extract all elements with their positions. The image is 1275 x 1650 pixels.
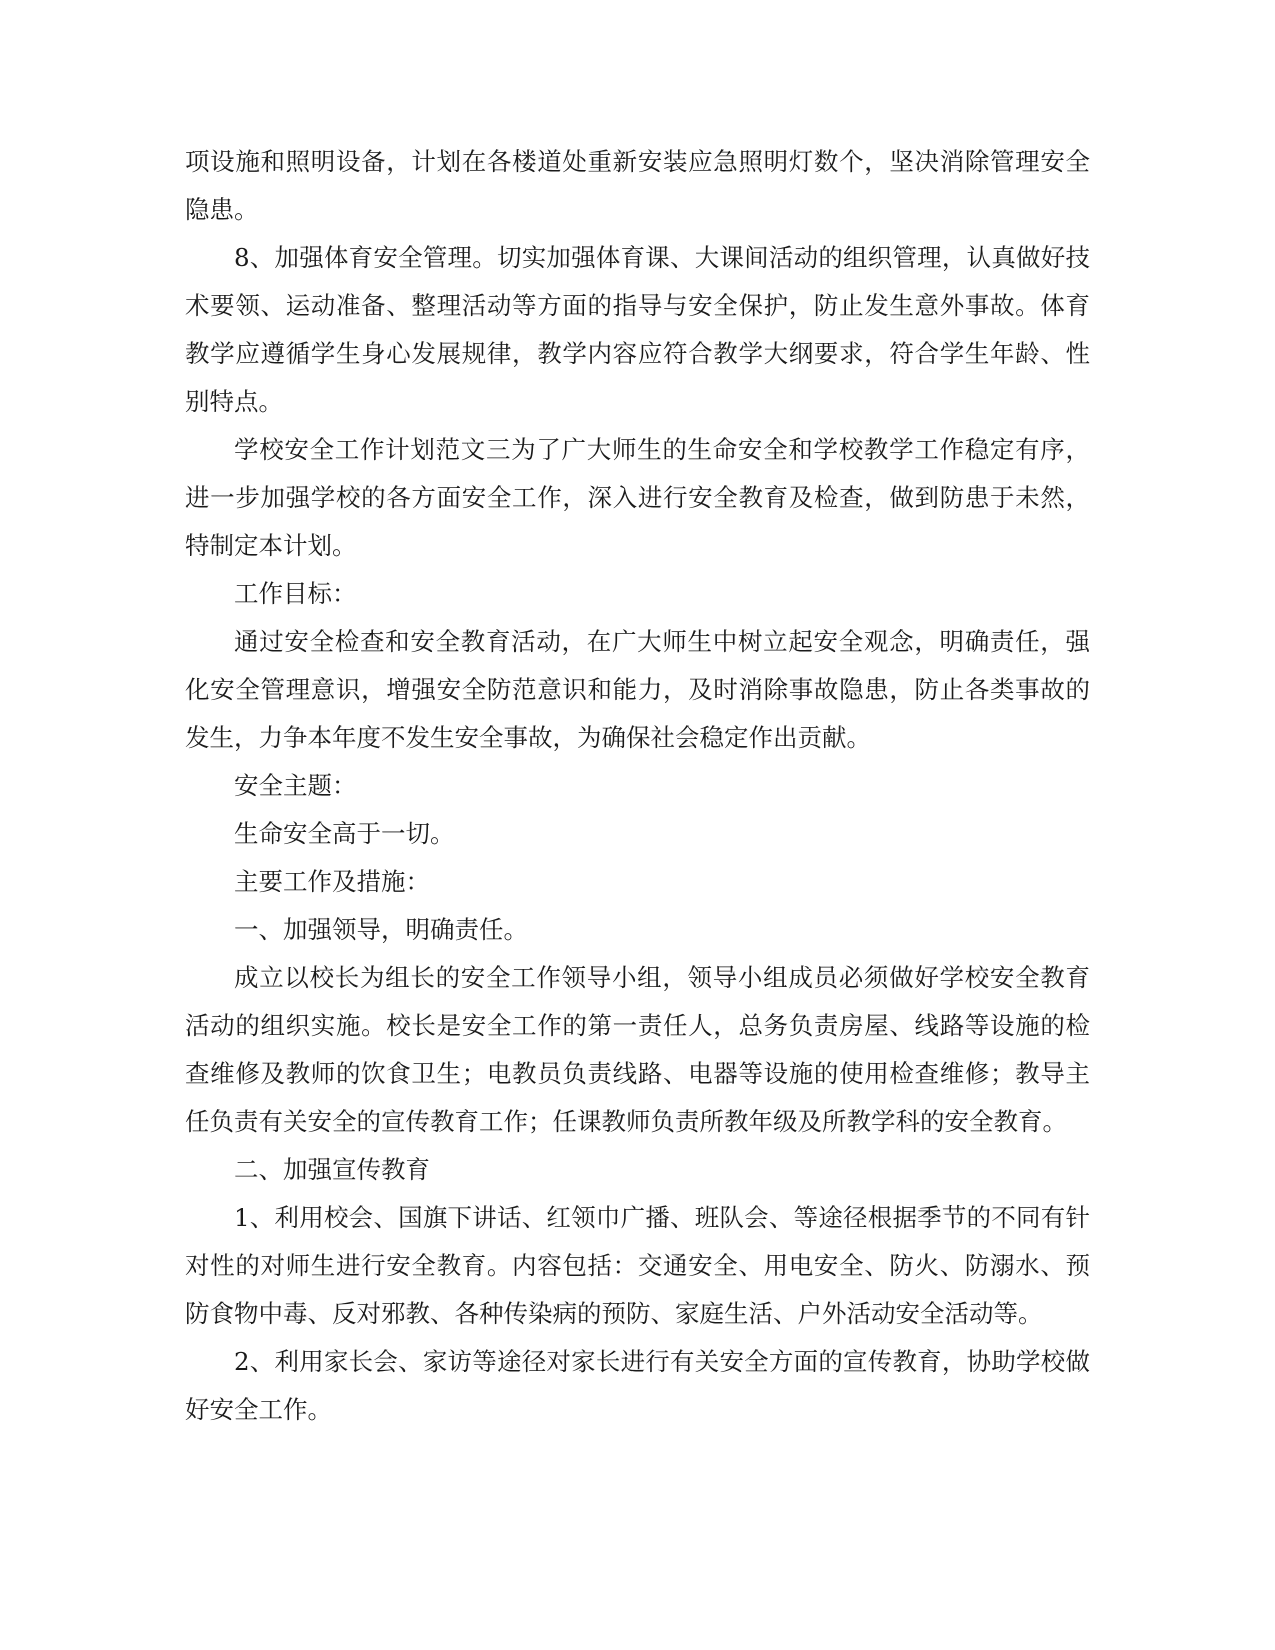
heading-safety-theme: 安全主题： <box>234 771 357 800</box>
paragraph-safety-theme: 生命安全高于一切。 <box>234 819 455 848</box>
heading-main-measures: 主要工作及措施： <box>234 867 430 896</box>
heading-section-one: 一、加强领导，明确责任。 <box>234 915 528 944</box>
heading-work-goals: 工作目标： <box>234 579 357 608</box>
document-body <box>185 138 1090 1434</box>
paragraph-leadership: 成立以校长为组长的安全工作领导小组，领导小组成员必须做好学校安全教育活动的组织实施。校长是安全工作的第一责任人，总务负责房屋、线路等设施的检查维修及教师的饮食卫生；电教员负责线路、电器等设施的使用检查维修；教导主任负责有关安全的宣传教育工作；任课教师负责所教年级及所教学科的安全教育。 <box>185 963 1090 1136</box>
paragraph-sports-safety: 8、加强体育安全管理。切实加强体育课、大课间活动的组织管理，认真做好技术要领、运动准备、整理活动等方面的指导与安全保护，防止发生意外事故。体育教学应遵循学生身心发展规律，教学内容应符合教学大纲要求，符合学生年龄、性别特点。 <box>185 243 1090 416</box>
paragraph-work-goals: 通过安全检查和安全教育活动，在广大师生中树立起安全观念，明确责任，强化安全管理意识，增强安全防范意识和能力，及时消除事故隐患，防止各类事故的发生，力争本年度不发生安全事故，为确保社会稳定作出贡献。 <box>185 627 1090 752</box>
paragraph-plan-intro: 学校安全工作计划范文三为了广大师生的生命安全和学校教学工作稳定有序，进一步加强学校的各方面安全工作，深入进行安全教育及检查，做到防患于未然，特制定本计划。 <box>185 435 1090 560</box>
paragraph-facilities-continuation: 项设施和照明设备，计划在各楼道处重新安装应急照明灯数个，坚决消除管理安全隐患。 <box>185 147 1090 224</box>
heading-section-two: 二、加强宣传教育 <box>234 1155 430 1184</box>
paragraph-education-item-2: 2、利用家长会、家访等途径对家长进行有关安全方面的宣传教育，协助学校做好安全工作。 <box>185 1347 1090 1424</box>
paragraph-education-item-1: 1、利用校会、国旗下讲话、红领巾广播、班队会、等途径根据季节的不同有针对性的对师生进行安全教育。内容包括：交通安全、用电安全、防火、防溺水、预防食物中毒、反对邪教、各种传染病的预防、家庭生活、户外活动安全活动等。 <box>185 1203 1090 1328</box>
